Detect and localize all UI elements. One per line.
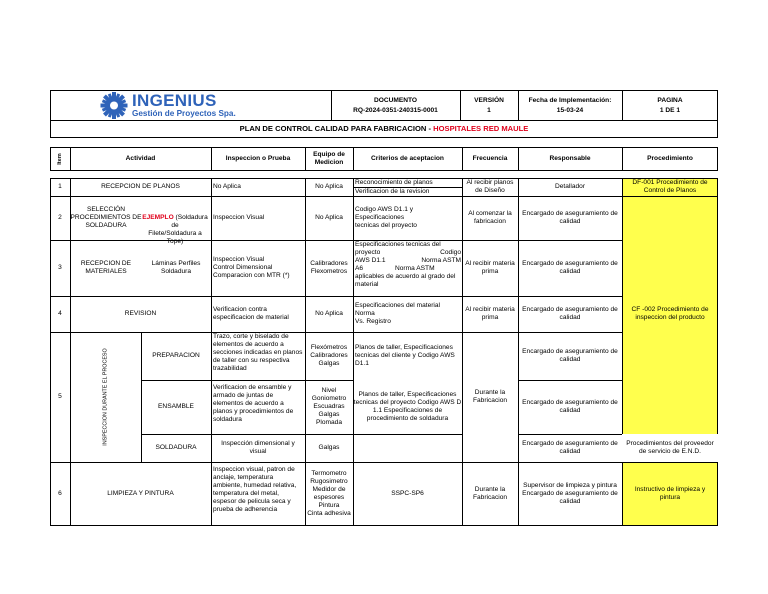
- row3-frecuencia: Al recibir materia prima: [465, 260, 515, 275]
- row5-vertical-label: INSPECCION DURANTE EL PROCESO: [102, 348, 109, 446]
- ensamble-responsable: Encargado de aseguramiento de calidad: [522, 399, 618, 414]
- ensamble-actividad: ENSAMBLE: [158, 403, 194, 410]
- documento-value: RQ-2024-0351-240315-0001: [353, 107, 438, 114]
- row3-criterios-5: aplicables de acuerdo al grado del material: [355, 273, 456, 288]
- row4-procedimiento: CF -002 Procedimiento de inspeccion del producto: [631, 306, 709, 321]
- logo-subtitle: Gestión de Proyectos Spa.: [132, 109, 236, 118]
- row3-criterios-4b: Norma ASTM: [395, 265, 435, 272]
- plan-title-highlight: HOSPITALES RED MAULE: [433, 124, 529, 133]
- soldadura-procedimiento: Procedimientos del proveedor de servicio de E.N.D.: [622, 434, 718, 462]
- row1-procedimiento: DF-001 Procedimiento de Control de Planos: [632, 179, 708, 194]
- soldadura-inspeccion: Inspección dimensional y visual: [221, 440, 295, 455]
- row3-criterios-3a: AWS D1.1: [355, 257, 386, 264]
- pagina-label: PAGINA: [657, 97, 683, 104]
- col-inspeccion: Inspeccion o Prueba: [225, 155, 291, 162]
- row5-frecuencia: Durante la Fabricacion: [472, 389, 508, 404]
- row5-item: 5: [58, 393, 62, 400]
- row4-criterios: Especificaciones del material Norma Vs. Registro: [355, 302, 441, 325]
- plan-title-prefix: PLAN DE CONTROL CALIDAD PARA FABRICACION -: [239, 124, 434, 133]
- row1-inspeccion: No Aplica: [213, 183, 241, 190]
- version-label: VERSIÓN: [474, 97, 504, 104]
- row4-equipo: No Aplica: [315, 310, 343, 317]
- ejemplo-label: EJEMPLO: [142, 214, 174, 221]
- version-value: 1: [487, 107, 491, 114]
- company-logo: [98, 92, 238, 119]
- row3-item: 3: [58, 264, 62, 271]
- row6-frecuencia: Durante la Fabricacion: [472, 486, 508, 501]
- row1-item: 1: [58, 183, 62, 190]
- row3-criterios-2b: Codigo: [440, 249, 461, 256]
- row2-equipo: No Aplica: [315, 214, 343, 221]
- col-criterios: Criterios de aceptacion: [371, 155, 444, 162]
- row4-actividad: REVISION: [124, 310, 157, 317]
- ensamble-inspeccion: Verificacion de ensamble y armado de juntas de elementos de acuerdo a planos y procedimientos de soldadura: [213, 384, 294, 423]
- soldadura-responsable: Encargado de aseguramiento de calidad: [522, 440, 618, 455]
- col-frecuencia: Frecuencia: [472, 155, 508, 162]
- fecha-value: 15-03-24: [556, 107, 584, 114]
- col-equipo: Equipo de Medicion: [313, 151, 345, 166]
- pagina-value: 1 DE 1: [659, 107, 681, 114]
- logo-name: INGENIUS: [132, 91, 217, 110]
- row1-responsable: Detallador: [554, 183, 586, 190]
- row1-equipo: No Aplica: [315, 183, 343, 190]
- row3-criterios-1: Especificaciones tecnicas del: [355, 241, 441, 248]
- col-responsable: Responsable: [549, 155, 591, 162]
- row3-inspeccion: Inspeccion Visual Control Dimensional Comparacion con MTR (*): [213, 256, 290, 279]
- row1-actividad: RECEPCION DE PLANOS: [101, 183, 180, 190]
- row1-frecuencia: Al recibir planos de Diseño: [466, 179, 514, 194]
- preparacion-inspeccion: Trazo, corte y biselado de elementos de acuerdo a secciones indicadas en planos de taller con su respectiva trazabilidad: [213, 333, 303, 372]
- preparacion-actividad: PREPARACION: [152, 352, 200, 359]
- ensamble-equipo: Nivel Goniometro Escuadras Galgas Plomada: [311, 387, 347, 426]
- col-procedimiento: Procedimiento: [647, 155, 693, 162]
- gear-logo-icon: [98, 92, 130, 119]
- row6-inspeccion: Inspeccion visual, patron de anclaje, temperatura ambiente, humedad relativa, temperatura del metal, espesor de pelicula seca y prueba de adherencia: [213, 466, 297, 513]
- row6-procedimiento: Instructivo de limpieza y pintura: [634, 486, 706, 501]
- row2-actividad-right: EJEMPLO (Soldadura de Filete/Soldadura a Tope): [142, 214, 208, 245]
- row1-criterio-b: Verificacion de la revision: [355, 188, 430, 195]
- row5-criterios-shared: Planos de taller, Especificaciones tecnicas del proyecto Codigo AWS D 1.1 Especificaciones de procedimiento de soldadura: [353, 391, 462, 422]
- documento-label: DOCUMENTO: [373, 97, 418, 104]
- col-actividad: Actividad: [125, 155, 156, 162]
- row6-actividad: LIMPIEZA Y PINTURA: [107, 490, 174, 497]
- fecha-label: Fecha de Implementación:: [528, 97, 612, 104]
- soldadura-actividad: SOLDADURA: [155, 444, 197, 451]
- row6-item: 6: [58, 490, 62, 497]
- row2-responsable: Encargado de aseguramiento de calidad: [522, 210, 618, 225]
- row3-actividad-left: RECEPCION DE MATERIALES: [80, 260, 132, 275]
- row2-item: 2: [58, 214, 62, 221]
- row1-criterio-a: Reconocimiento de planos: [355, 179, 433, 186]
- plan-title: [50, 124, 718, 134]
- soldadura-equipo: Galgas: [318, 444, 340, 451]
- row3-criterios-3b: Norma ASTM: [421, 257, 461, 264]
- row3-responsable: Encargado de aseguramiento de calidad: [522, 260, 618, 275]
- row3-criterios-2a: proyecto: [355, 249, 381, 256]
- row4-item: 4: [58, 310, 62, 317]
- row4-inspeccion: Verificacion contra especificacion de material: [213, 306, 289, 321]
- row2-actividad-left: SELECCIÓN PROCEDIMIENTOS DE SOLDADURA: [70, 206, 142, 229]
- preparacion-criterios: Planos de taller, Especificaciones tecnicas del cliente y Codigo AWS D1.1: [355, 344, 455, 367]
- row2-inspeccion: Inspeccion Visual: [213, 214, 265, 221]
- col-item: Item: [56, 153, 63, 165]
- row6-criterios: SSPC-SP6: [391, 490, 424, 497]
- preparacion-responsable: Encargado de aseguramiento de calidad: [522, 348, 618, 363]
- row3-criterios-4a: A6: [355, 265, 364, 272]
- row3-equipo: Calibradores Flexometros: [310, 260, 348, 275]
- row4-responsable: Encargado de aseguramiento de calidad: [522, 306, 618, 321]
- row2-frecuencia: Al comenzar la fabricacion: [468, 210, 512, 225]
- row2-criterios: Codigo AWS D1.1 y Especificaciones tecnicas del proyecto: [355, 206, 417, 229]
- row6-equipo: Termometro Rugosimetro Medidor de espesores Pintura Cinta adhesiva: [307, 470, 351, 517]
- row4-frecuencia: Al recibir materia prima: [465, 306, 515, 321]
- preparacion-equipo: Flexómetros Calibradores Galgas: [310, 344, 348, 367]
- row6-responsable: Supervisor de limpieza y pintura Encargado de aseguramiento de calidad: [522, 482, 618, 505]
- row3-actividad-right: Láminas Perfiles Soldadura: [151, 260, 201, 275]
